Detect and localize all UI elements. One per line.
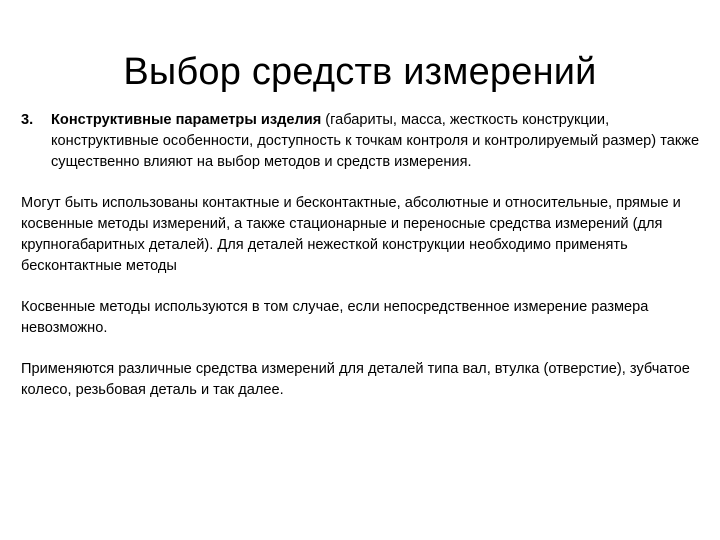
numbered-item-3 (21, 110, 701, 173)
spacer (21, 173, 701, 193)
slide-body (21, 110, 701, 401)
spacer (21, 339, 701, 359)
item-number: 3. (21, 112, 34, 128)
item-bold-text: Конструктивные параметры изделия (51, 112, 322, 128)
spacer (21, 277, 701, 297)
paragraph-methods: Могут быть использованы контактные и бесконтактные, абсолютные и относительные, прямые и косвенные методы измерений, а также стационарные и переносные средства измерений (для крупногабаритных деталей). Для деталей нежесткой конструкции необходимо применять бесконтактные методы (21, 195, 681, 274)
paragraph-applications: Применяются различные средства измерений для деталей типа вал, втулка (отверстие), зубчатое колесо, резьбовая деталь и так далее. (21, 361, 690, 398)
paragraph-indirect-methods: Косвенные методы используются в том случае, если непосредственное измерение размера невозможно. (21, 299, 649, 336)
item-rest-text: (габариты, масса, жесткость конструкции, конструктивные особенности, доступность к точкам контроля и контролируемый размер) также существенно влияют на выбор методов и средств измерения. (51, 112, 700, 170)
slide-title: Выбор средств измерений (123, 51, 597, 93)
